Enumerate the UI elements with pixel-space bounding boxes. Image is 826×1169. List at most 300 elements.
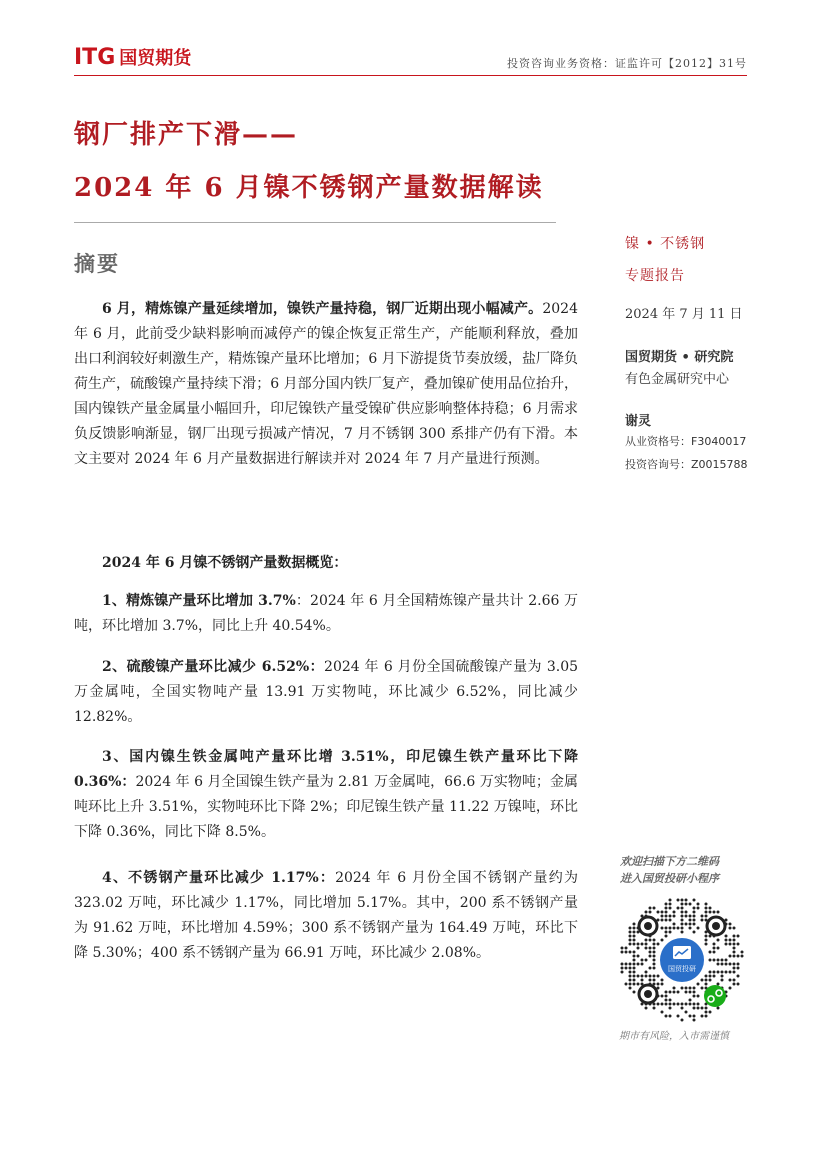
qr-dot bbox=[681, 1007, 684, 1010]
qr-dot bbox=[673, 915, 676, 918]
qr-dot bbox=[705, 943, 708, 946]
qr-dot bbox=[729, 927, 732, 930]
qr-dot bbox=[693, 915, 696, 918]
qr-dot bbox=[661, 915, 664, 918]
qr-dot bbox=[737, 983, 740, 986]
report-title-line2: 2024 年 6 月镍不锈钢产量数据解读 bbox=[74, 173, 544, 203]
qr-dot bbox=[653, 975, 656, 978]
qr-dot bbox=[729, 955, 732, 958]
qr-dot bbox=[681, 1003, 684, 1006]
qr-dot bbox=[737, 967, 740, 970]
qr-dot bbox=[657, 975, 660, 978]
qr-dot bbox=[665, 927, 668, 930]
qr-dot bbox=[649, 947, 652, 950]
qr-dot bbox=[629, 943, 632, 946]
item-body: 2024 年 6 月份全国不锈钢产量约为 323.02 万吨，环比减少 1.17%，同比增加 5.17%。其中，200 系不锈钢产量为 91.62 万吨，环比增加 4.59%；300 系不锈钢产量为 164.49 万吨，环比下降 5.30%；400 系不锈钢产量为 66.91 万吨，环比减少 2.08%。 bbox=[74, 870, 578, 961]
qr-dot bbox=[633, 951, 636, 954]
qr-dot bbox=[645, 943, 648, 946]
qr-dot bbox=[689, 915, 692, 918]
summary-item-stainless-steel bbox=[74, 866, 578, 966]
qr-dot bbox=[733, 955, 736, 958]
qr-dot bbox=[673, 1003, 676, 1006]
qr-dot bbox=[693, 931, 696, 934]
qr-dot bbox=[661, 1003, 664, 1006]
qr-dot bbox=[669, 903, 672, 906]
intro-lead: 6 月，精炼镍产量延续增加，镍铁产量持稳，钢厂近期出现小幅减产。 bbox=[102, 301, 543, 317]
qr-dot bbox=[737, 975, 740, 978]
qr-dot bbox=[653, 939, 656, 942]
qr-dot bbox=[689, 927, 692, 930]
qr-dot bbox=[705, 1015, 708, 1018]
qr-dot bbox=[681, 931, 684, 934]
qr-dot bbox=[697, 907, 700, 910]
qr-finder-dot bbox=[712, 922, 720, 930]
qr-dot bbox=[697, 927, 700, 930]
qr-dot bbox=[709, 911, 712, 914]
qr-dot bbox=[653, 951, 656, 954]
qr-center-logo bbox=[660, 938, 704, 982]
qr-dot bbox=[633, 955, 636, 958]
qr-dot bbox=[629, 935, 632, 938]
qr-dot bbox=[637, 963, 640, 966]
qr-dot bbox=[725, 959, 728, 962]
qr-dot bbox=[621, 947, 624, 950]
qr-dot bbox=[653, 979, 656, 982]
qr-dot bbox=[713, 947, 716, 950]
qr-dot bbox=[685, 911, 688, 914]
qr-dot bbox=[633, 931, 636, 934]
qr-dot bbox=[653, 967, 656, 970]
qr-dot bbox=[641, 959, 644, 962]
qr-dot bbox=[649, 967, 652, 970]
qr-dot bbox=[725, 943, 728, 946]
qr-dot bbox=[625, 951, 628, 954]
qr-dot bbox=[729, 943, 732, 946]
qr-dot bbox=[737, 955, 740, 958]
qr-dot bbox=[633, 991, 636, 994]
qr-dot bbox=[721, 959, 724, 962]
qr-dot bbox=[665, 907, 668, 910]
qr-dot bbox=[657, 943, 660, 946]
qr-dot bbox=[709, 971, 712, 974]
qr-dot bbox=[737, 935, 740, 938]
qr-dot bbox=[693, 987, 696, 990]
qr-dot bbox=[713, 911, 716, 914]
qr-dot bbox=[685, 987, 688, 990]
qr-dot bbox=[649, 975, 652, 978]
qr-dot bbox=[661, 1011, 664, 1014]
qr-dot bbox=[649, 951, 652, 954]
qr-dot bbox=[629, 967, 632, 970]
qr-dot bbox=[669, 919, 672, 922]
qr-dot bbox=[677, 1015, 680, 1018]
qr-finder-dot bbox=[644, 990, 652, 998]
qr-dot bbox=[697, 1003, 700, 1006]
qr-dot bbox=[733, 951, 736, 954]
qr-dot bbox=[653, 959, 656, 962]
summary-item-nickel-sulfate bbox=[74, 655, 578, 730]
qr-dot bbox=[717, 939, 720, 942]
item-body: ：2024 年 6 月全国精炼镍产量共计 2.66 万吨，环比增加 3.7%，同比上升 40.54%。 bbox=[74, 593, 578, 634]
qr-dot bbox=[665, 1015, 668, 1018]
qr-dot bbox=[669, 1003, 672, 1006]
qr-dot bbox=[693, 1015, 696, 1018]
qr-dot bbox=[737, 963, 740, 966]
qr-dot bbox=[633, 935, 636, 938]
header-divider bbox=[74, 75, 747, 76]
qr-dot bbox=[645, 975, 648, 978]
qr-dot bbox=[709, 959, 712, 962]
qr-dot bbox=[697, 903, 700, 906]
qr-dot bbox=[741, 955, 744, 958]
qr-dot bbox=[717, 911, 720, 914]
qr-dot bbox=[637, 975, 640, 978]
qr-dot bbox=[661, 995, 664, 998]
qr-dot bbox=[669, 1015, 672, 1018]
qr-dot bbox=[645, 939, 648, 942]
qr-dot bbox=[693, 995, 696, 998]
qr-dot bbox=[653, 1007, 656, 1010]
qr-dot bbox=[705, 1007, 708, 1010]
qr-dot bbox=[649, 911, 652, 914]
qr-dot bbox=[705, 907, 708, 910]
qr-dot bbox=[729, 923, 732, 926]
qr-dot bbox=[653, 943, 656, 946]
qr-dot bbox=[673, 987, 676, 990]
qr-dot bbox=[677, 927, 680, 930]
item-body: 2024 年 6 月全国镍生铁产量为 2.81 万金属吨，66.6 万实物吨；金属吨环比上升 3.51%，实物吨环比下降 2%；印尼镍生铁产量 11.22 万镍吨，环比下降 0.36%，同比下降 8.5%。 bbox=[74, 774, 578, 840]
advisory-number bbox=[625, 456, 748, 472]
qr-dot bbox=[661, 939, 664, 942]
risk-warning: 期市有风险，入市需谨慎 bbox=[619, 1031, 729, 1042]
qr-dot bbox=[705, 939, 708, 942]
cert-value: Z0015788 bbox=[691, 458, 748, 471]
qualification-number bbox=[625, 433, 746, 449]
qr-dot bbox=[701, 1015, 704, 1018]
qr-dot bbox=[661, 911, 664, 914]
overview-heading: 2024 年 6 月镍不锈钢产量数据概览： bbox=[102, 555, 348, 571]
qr-dot bbox=[709, 979, 712, 982]
qr-dot bbox=[665, 991, 668, 994]
qr-dot bbox=[661, 927, 664, 930]
qr-dot bbox=[733, 979, 736, 982]
qr-dot bbox=[725, 935, 728, 938]
qr-dot bbox=[685, 1011, 688, 1014]
qr-dot bbox=[697, 995, 700, 998]
qr-dot bbox=[721, 971, 724, 974]
qr-dot bbox=[729, 939, 732, 942]
qr-dot bbox=[621, 967, 624, 970]
qr-dot bbox=[637, 955, 640, 958]
qr-dot bbox=[665, 999, 668, 1002]
logo-chinese: 国贸期货 bbox=[119, 48, 192, 69]
company-logo bbox=[74, 44, 191, 70]
qr-dot bbox=[657, 911, 660, 914]
qr-dot bbox=[625, 947, 628, 950]
qr-dot bbox=[677, 899, 680, 902]
qr-dot bbox=[649, 907, 652, 910]
qr-dot bbox=[733, 927, 736, 930]
qr-dot bbox=[685, 903, 688, 906]
qr-dot bbox=[629, 931, 632, 934]
item-body: 2024 年 6 月份全国硫酸镍产量为 3.05 万金属吨，全国实物吨产量 13.91 万实物吨，环比减少 6.52%，同比减少 12.82%。 bbox=[74, 659, 579, 725]
qr-dot bbox=[625, 983, 628, 986]
cert-label: 从业资格号： bbox=[625, 435, 691, 448]
qr-dot bbox=[689, 991, 692, 994]
qr-dot bbox=[733, 967, 736, 970]
qr-dot bbox=[669, 991, 672, 994]
qr-dot bbox=[661, 979, 664, 982]
qr-dot bbox=[733, 983, 736, 986]
report-title-line1: 钢厂排产下滑—— bbox=[74, 120, 299, 150]
qr-dot bbox=[665, 1003, 668, 1006]
summary-item-nickel-pig-iron bbox=[74, 745, 578, 845]
qr-dot bbox=[673, 927, 676, 930]
logo-latin: ITG bbox=[74, 44, 116, 70]
qr-dot bbox=[693, 907, 696, 910]
qr-dot bbox=[645, 971, 648, 974]
chart-board-icon bbox=[673, 946, 691, 959]
qr-dot bbox=[713, 959, 716, 962]
qr-dot bbox=[721, 975, 724, 978]
research-center: 有色金属研究中心 bbox=[625, 372, 730, 387]
qr-dot bbox=[677, 907, 680, 910]
qr-dot bbox=[653, 955, 656, 958]
qr-dot bbox=[729, 987, 732, 990]
mini-program-qr-code[interactable] bbox=[618, 896, 746, 1024]
report-type: 专题报告 bbox=[625, 268, 685, 284]
report-date: 2024 年 7 月 11 日 bbox=[625, 307, 743, 322]
qr-dot bbox=[685, 915, 688, 918]
qr-center-label: 国贸投研 bbox=[668, 965, 696, 973]
qr-dot bbox=[689, 923, 692, 926]
qr-dot bbox=[629, 983, 632, 986]
qr-dot bbox=[681, 915, 684, 918]
qr-dot bbox=[673, 911, 676, 914]
qr-dot bbox=[633, 983, 636, 986]
qr-dot bbox=[709, 1011, 712, 1014]
qr-dot bbox=[665, 935, 668, 938]
qr-dot bbox=[725, 971, 728, 974]
qr-dot bbox=[729, 963, 732, 966]
qr-dot bbox=[701, 1007, 704, 1010]
qr-dot bbox=[701, 979, 704, 982]
qr-dot bbox=[717, 963, 720, 966]
qr-dot bbox=[681, 1019, 684, 1022]
qr-dot bbox=[633, 943, 636, 946]
qr-dot bbox=[641, 963, 644, 966]
qr-dot bbox=[721, 979, 724, 982]
item-heading: 4、不锈钢产量环比减少 1.17%： bbox=[102, 870, 336, 886]
qr-dot bbox=[629, 987, 632, 990]
qr-dot bbox=[633, 967, 636, 970]
qr-dot bbox=[705, 903, 708, 906]
license-text: 投资咨询业务资格：证监许可【2012】31号 bbox=[507, 57, 747, 70]
qr-dot bbox=[713, 951, 716, 954]
qr-dot bbox=[677, 991, 680, 994]
qr-dot bbox=[693, 1019, 696, 1022]
item-heading: 2、硫酸镍产量环比减少 6.52%： bbox=[102, 659, 325, 675]
qr-dot bbox=[693, 1007, 696, 1010]
qr-dot bbox=[661, 919, 664, 922]
qr-finder-dot bbox=[644, 922, 652, 930]
qr-dot bbox=[637, 943, 640, 946]
qr-dot bbox=[621, 971, 624, 974]
qr-dot bbox=[681, 899, 684, 902]
qr-dot bbox=[637, 947, 640, 950]
qr-dot bbox=[633, 971, 636, 974]
qr-dot bbox=[705, 1011, 708, 1014]
qr-dot bbox=[697, 1007, 700, 1010]
qr-dot bbox=[681, 987, 684, 990]
qr-dot bbox=[693, 899, 696, 902]
qr-dot bbox=[653, 907, 656, 910]
qr-dot bbox=[649, 979, 652, 982]
qr-dot bbox=[721, 963, 724, 966]
qr-dot bbox=[669, 931, 672, 934]
qr-dot bbox=[693, 919, 696, 922]
qr-dot bbox=[729, 979, 732, 982]
qr-dot bbox=[625, 967, 628, 970]
qr-dot bbox=[669, 999, 672, 1002]
qr-dot bbox=[625, 963, 628, 966]
qr-dot bbox=[725, 963, 728, 966]
qr-dot bbox=[681, 903, 684, 906]
qr-dot bbox=[713, 975, 716, 978]
qr-dot bbox=[629, 927, 632, 930]
qr-caption-line1: 欢迎扫描下方二维码 bbox=[620, 855, 719, 868]
qr-dot bbox=[733, 963, 736, 966]
qr-dot bbox=[645, 947, 648, 950]
qr-dot bbox=[689, 1003, 692, 1006]
qr-dot bbox=[733, 939, 736, 942]
qr-dot bbox=[713, 943, 716, 946]
qr-dot bbox=[681, 919, 684, 922]
qr-dot bbox=[669, 907, 672, 910]
qr-dot bbox=[633, 979, 636, 982]
qr-dot bbox=[649, 955, 652, 958]
qr-dot bbox=[649, 939, 652, 942]
qr-dot bbox=[641, 943, 644, 946]
qr-dot bbox=[629, 979, 632, 982]
qr-dot bbox=[709, 907, 712, 910]
qr-dot bbox=[709, 975, 712, 978]
qr-dot bbox=[665, 915, 668, 918]
qr-dot bbox=[665, 995, 668, 998]
qr-dot bbox=[653, 963, 656, 966]
qr-dot bbox=[717, 959, 720, 962]
qr-dot bbox=[665, 931, 668, 934]
qr-dot bbox=[665, 903, 668, 906]
qr-dot bbox=[705, 935, 708, 938]
qr-dot bbox=[717, 983, 720, 986]
qr-dot bbox=[697, 983, 700, 986]
qr-dot bbox=[681, 923, 684, 926]
qr-dot bbox=[629, 975, 632, 978]
qr-dot bbox=[669, 915, 672, 918]
institute-name: 国贸期货 • 研究院 bbox=[625, 350, 734, 365]
qr-dot bbox=[677, 1003, 680, 1006]
qr-caption-line2: 进入国贸投研小程序 bbox=[620, 872, 719, 885]
qr-dot bbox=[645, 959, 648, 962]
qr-dot bbox=[741, 951, 744, 954]
qr-dot bbox=[705, 915, 708, 918]
cert-value: F3040017 bbox=[691, 435, 747, 448]
qr-dot bbox=[705, 911, 708, 914]
qr-dot bbox=[717, 947, 720, 950]
qr-dot bbox=[629, 951, 632, 954]
qr-dot bbox=[645, 911, 648, 914]
qr-dot bbox=[701, 919, 704, 922]
qr-dot bbox=[681, 911, 684, 914]
qr-dot bbox=[685, 923, 688, 926]
item-heading: 3、国内镍生铁金属吨产量环比增 3.51%，印尼镍生铁产量环比下降 0.36%： bbox=[74, 749, 578, 790]
qr-dot bbox=[665, 911, 668, 914]
abstract-heading: 摘要 bbox=[74, 251, 120, 276]
qr-dot bbox=[685, 1003, 688, 1006]
qr-dot bbox=[689, 987, 692, 990]
qr-dot bbox=[689, 999, 692, 1002]
qr-dot bbox=[641, 979, 644, 982]
qr-dot bbox=[669, 1007, 672, 1010]
qr-dot bbox=[689, 919, 692, 922]
qr-dot bbox=[629, 939, 632, 942]
summary-item-refined-nickel bbox=[74, 589, 578, 639]
qr-dot bbox=[693, 991, 696, 994]
qr-dot bbox=[637, 983, 640, 986]
qr-dot bbox=[705, 979, 708, 982]
qr-dot bbox=[633, 975, 636, 978]
qr-dot bbox=[733, 947, 736, 950]
wechat-mini-program-icon bbox=[704, 985, 726, 1007]
qr-dot bbox=[681, 907, 684, 910]
qr-dot bbox=[673, 991, 676, 994]
qr-dot bbox=[701, 915, 704, 918]
qr-dot bbox=[633, 923, 636, 926]
qr-dot bbox=[689, 1015, 692, 1018]
qr-dot bbox=[629, 971, 632, 974]
cert-label: 投资咨询号： bbox=[625, 458, 691, 471]
qr-dot bbox=[641, 975, 644, 978]
qr-dot bbox=[733, 935, 736, 938]
title-divider bbox=[74, 222, 556, 223]
qr-dot bbox=[729, 971, 732, 974]
qr-dot bbox=[669, 899, 672, 902]
qr-dot bbox=[621, 951, 624, 954]
qr-dot bbox=[725, 939, 728, 942]
qr-dot bbox=[653, 947, 656, 950]
qr-dot bbox=[733, 943, 736, 946]
qr-dot bbox=[737, 943, 740, 946]
qr-dot bbox=[669, 927, 672, 930]
qr-dot bbox=[665, 919, 668, 922]
qr-dot bbox=[633, 939, 636, 942]
qr-dot bbox=[713, 971, 716, 974]
intro-body: 2024 年 6 月，此前受少缺料影响而减停产的镍企恢复正常生产，产能顺利释放，叠加出口利润较好刺激生产，精炼镍产量环比增加；6 月下游提货节奏放缓，盐厂降负荷生产，硫酸镍产量持续下滑；6 月部分国内铁厂复产，叠加镍矿使用品位抬升，国内镍铁产量金属量小幅回升，印尼镍铁产量受镍矿供应影响整体持稳；6 月需求负反馈影响渐显，钢厂出现亏损减产情况，7 月不锈钢 300 系排产仍有下滑。本文主要对 2024 年 6 月产量数据进行解读并对 2024 年 7 月产量进行预测。 bbox=[74, 301, 578, 467]
qr-dot bbox=[681, 927, 684, 930]
qr-dot bbox=[733, 971, 736, 974]
qr-dot bbox=[645, 1007, 648, 1010]
qr-dot bbox=[661, 983, 664, 986]
qr-dot bbox=[633, 963, 636, 966]
qr-dot bbox=[717, 971, 720, 974]
qr-dot bbox=[693, 911, 696, 914]
qr-dot bbox=[673, 923, 676, 926]
qr-dot bbox=[621, 963, 624, 966]
qr-dot bbox=[701, 987, 704, 990]
qr-dot bbox=[705, 983, 708, 986]
qr-dot bbox=[633, 927, 636, 930]
